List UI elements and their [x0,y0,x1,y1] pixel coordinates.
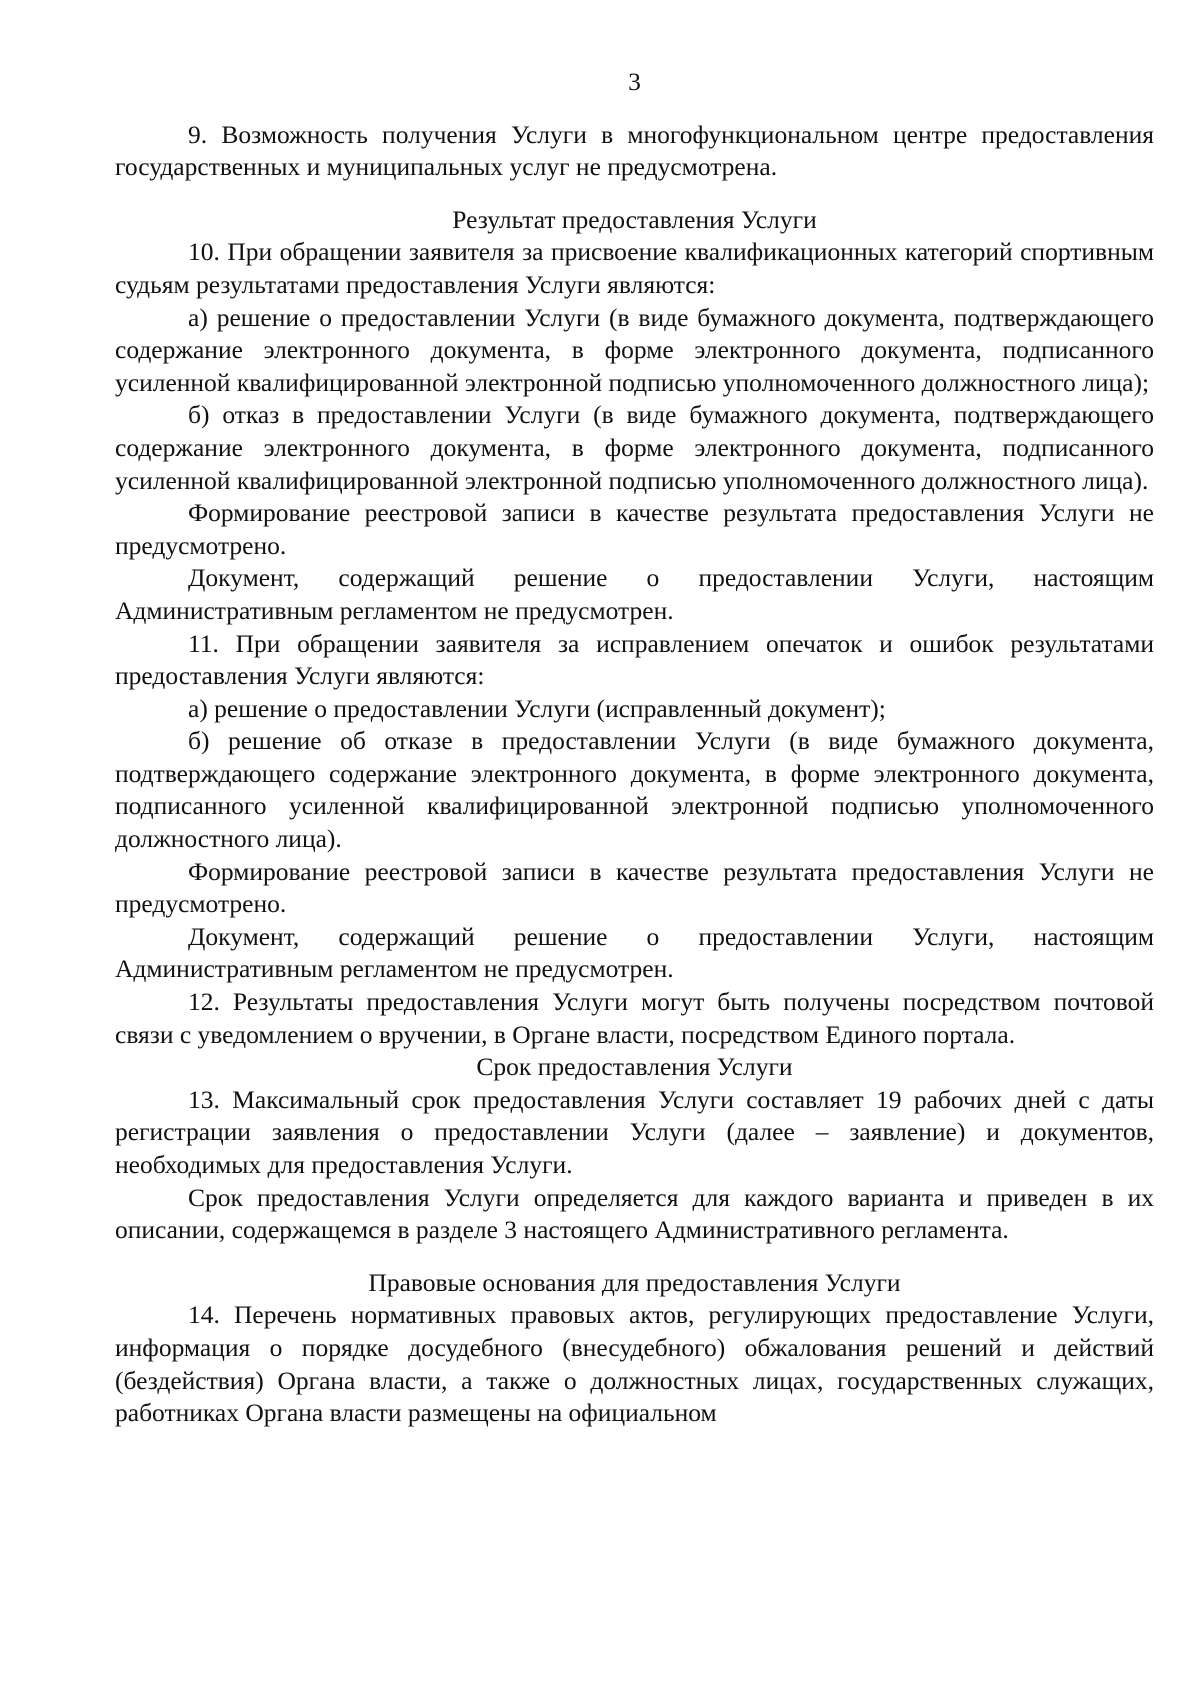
paragraph-10-document: Документ, содержащий решение о предоставлении Услуги, настоящим Административным регламентом не предусмотрен. [115,563,1154,625]
paragraph-9: 9. Возможность получения Услуги в многофункциональном центре предоставления государственных и муниципальных услуг не предусмотрена. [115,119,1154,182]
heading-legal: Правовые основания для предоставления Услуги [368,1267,901,1297]
paragraph-10: 10. При обращении заявителя за присвоение квалификационных категорий спортивным судьям результатами предоставления Услуги являются: [115,237,1154,299]
paragraph-14: 14. Перечень нормативных правовых актов, регулирующих предоставление Услуги, информация о порядке досудебного (внесудебного) обжалования решений и действий (бездействия) Органа власти, а также о должностных лицах, государственных служащих, работниках Органа власти размещены на официальном [115,1300,1154,1428]
paragraph-10-registry: Формирование реестровой записи в качестве результата предоставления Услуги не предусмотрено. [115,498,1154,560]
paragraph-11-a: а) решение о предоставлении Услуги (исправленный документ); [188,693,886,723]
page-number: 3 [628,67,641,96]
paragraph-11-registry: Формирование реестровой записи в качестве результата предоставления Услуги не предусмотрено. [115,856,1154,919]
paragraph-10-a: а) решение о предоставлении Услуги (в виде бумажного документа, подтверждающего содержание электронного документа, в форме электронного документа, подписанного усиленной квалифицированной электронной подписью уполномоченного должностного лица); [115,302,1154,397]
paragraph-11-b: б) решение об отказе в предоставлении Услуги (в виде бумажного документа, подтверждающего содержание электронного документа, в форме электронного документа, подписанного усиленной квалифицированной электронной подписью уполномоченного должностного лица). [115,726,1154,854]
paragraph-12: 12. Результаты предоставления Услуги могут быть получены посредством почтовой связи с уведомлением о вручении, в Органе власти, посредством Единого портала. [115,987,1154,1049]
paragraph-13-variants: Срок предоставления Услуги определяется для каждого варианта и приведен в их описании, содержащемся в разделе 3 настоящего Административного регламента. [115,1182,1154,1245]
heading-term: Срок предоставления Услуги [476,1052,793,1082]
paragraph-11-document: Документ, содержащий решение о предоставлении Услуги, настоящим Административным регламентом не предусмотрен. [115,921,1154,984]
paragraph-11: 11. При обращении заявителя за исправлением опечаток и ошибок результатами предоставления Услуги являются: [115,628,1154,691]
paragraph-10-b: б) отказ в предоставлении Услуги (в виде бумажного документа, подтверждающего содержание электронного документа, в форме электронного документа, подписанного усиленной квалифицированной электронной подписью уполномоченного должностного лица). [115,400,1154,495]
heading-result: Результат предоставления Услуги [452,204,817,234]
paragraph-13: 13. Максимальный срок предоставления Услуги составляет 19 рабочих дней с даты регистрации заявления о предоставлении Услуги (далее – заявление) и документов, необходимых для предоставления Услуги. [115,1084,1154,1179]
